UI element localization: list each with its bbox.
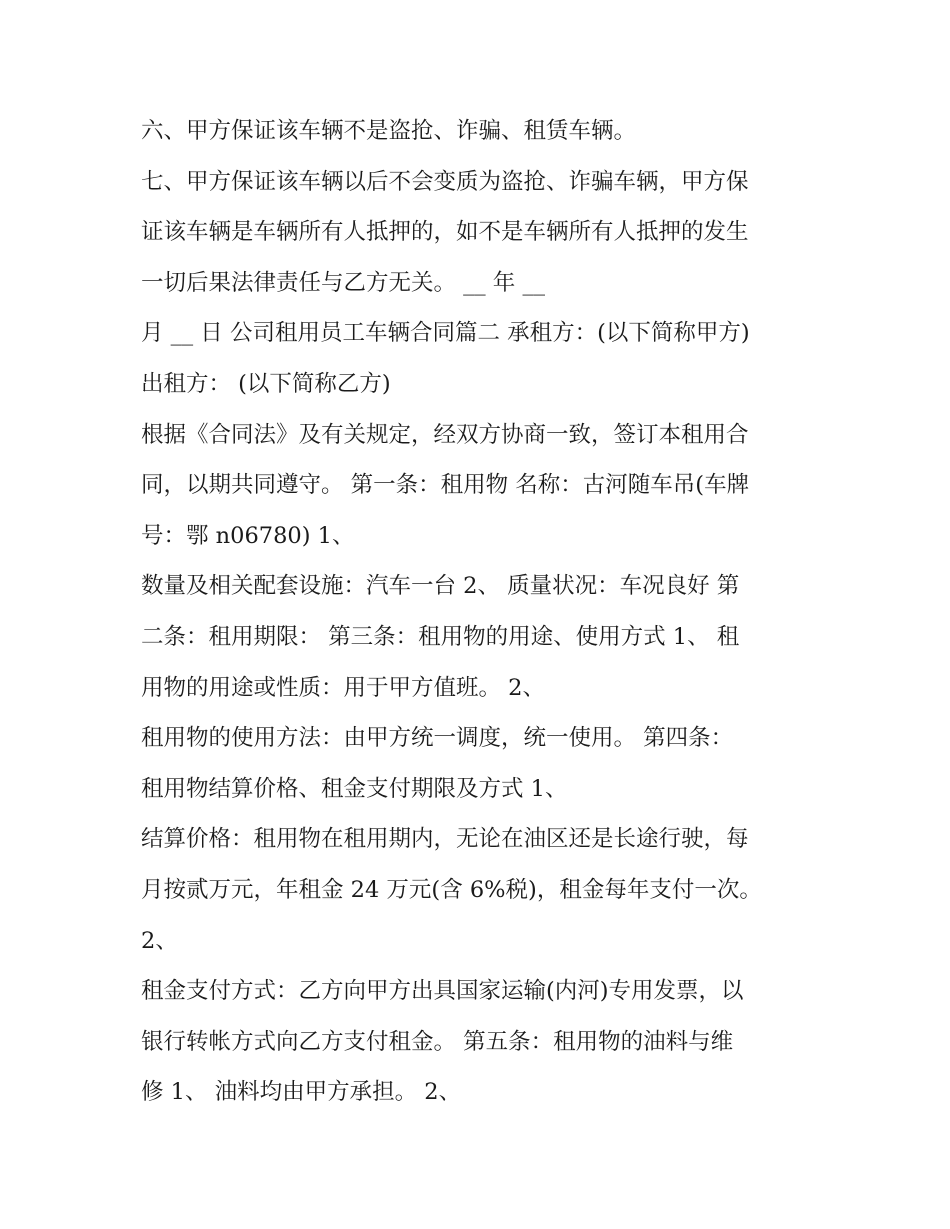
text-line: 结算价格：租用物在租用期内，无论在油区还是长途行驶，每 [141,826,749,853]
text-line: 租金支付方式：乙方向甲方出具国家运输(内河)专用发票，以 [141,978,744,1005]
contract-text [141,106,821,1118]
text-line: 月按贰万元，年租金 24 万元(含 6%税)，租金每年支付一次。 [141,876,762,903]
text-line: 同，以期共同遵守。 第一条：租用物 名称：古河随车吊(车牌 [141,472,750,499]
text-line: 出租方： (以下简称乙方) [141,370,391,397]
text-line: 数量及相关配套设施：汽车一台 2、 质量状况：车况良好 第 [141,573,740,600]
text-line: 租用物结算价格、租金支付期限及方式 1、 [141,775,568,802]
text-line: 根据《合同法》及有关规定，经双方协商一致，签订本租用合 [141,421,749,448]
text-line: 号：鄂 n06780) 1、 [141,522,355,549]
text-line: 证该车辆是车辆所有人抵押的，如不是车辆所有人抵押的发生 [141,219,749,246]
text-line: 六、甲方保证该车辆不是盗抢、诈骗、租赁车辆。 [141,118,637,144]
text-line: 修 1、 油料均由甲方承担。 2、 [141,1079,462,1106]
text-line: 七、甲方保证该车辆以后不会变质为盗抢、诈骗车辆，甲方保 [141,168,749,195]
text-line: 银行转帐方式向乙方支付租金。 第五条：租用物的油料与维 [141,1028,734,1055]
text-line: 一切后果法律责任与乙方无关。 __ 年 __ [141,269,545,296]
text-line: 月 __ 日 公司租用员工车辆合同篇二 承租方：(以下简称甲方) [141,320,750,347]
text-line: 用物的用途或性质：用于甲方值班。 2、 [141,674,545,701]
text-line: 二条：租用期限： 第三条：租用物的用途、使用方式 1、 租 [141,623,740,650]
text-line: 2、 [141,927,178,954]
text-line: 租用物的使用方法：由甲方统一调度，统一使用。 第四条： [141,725,734,752]
